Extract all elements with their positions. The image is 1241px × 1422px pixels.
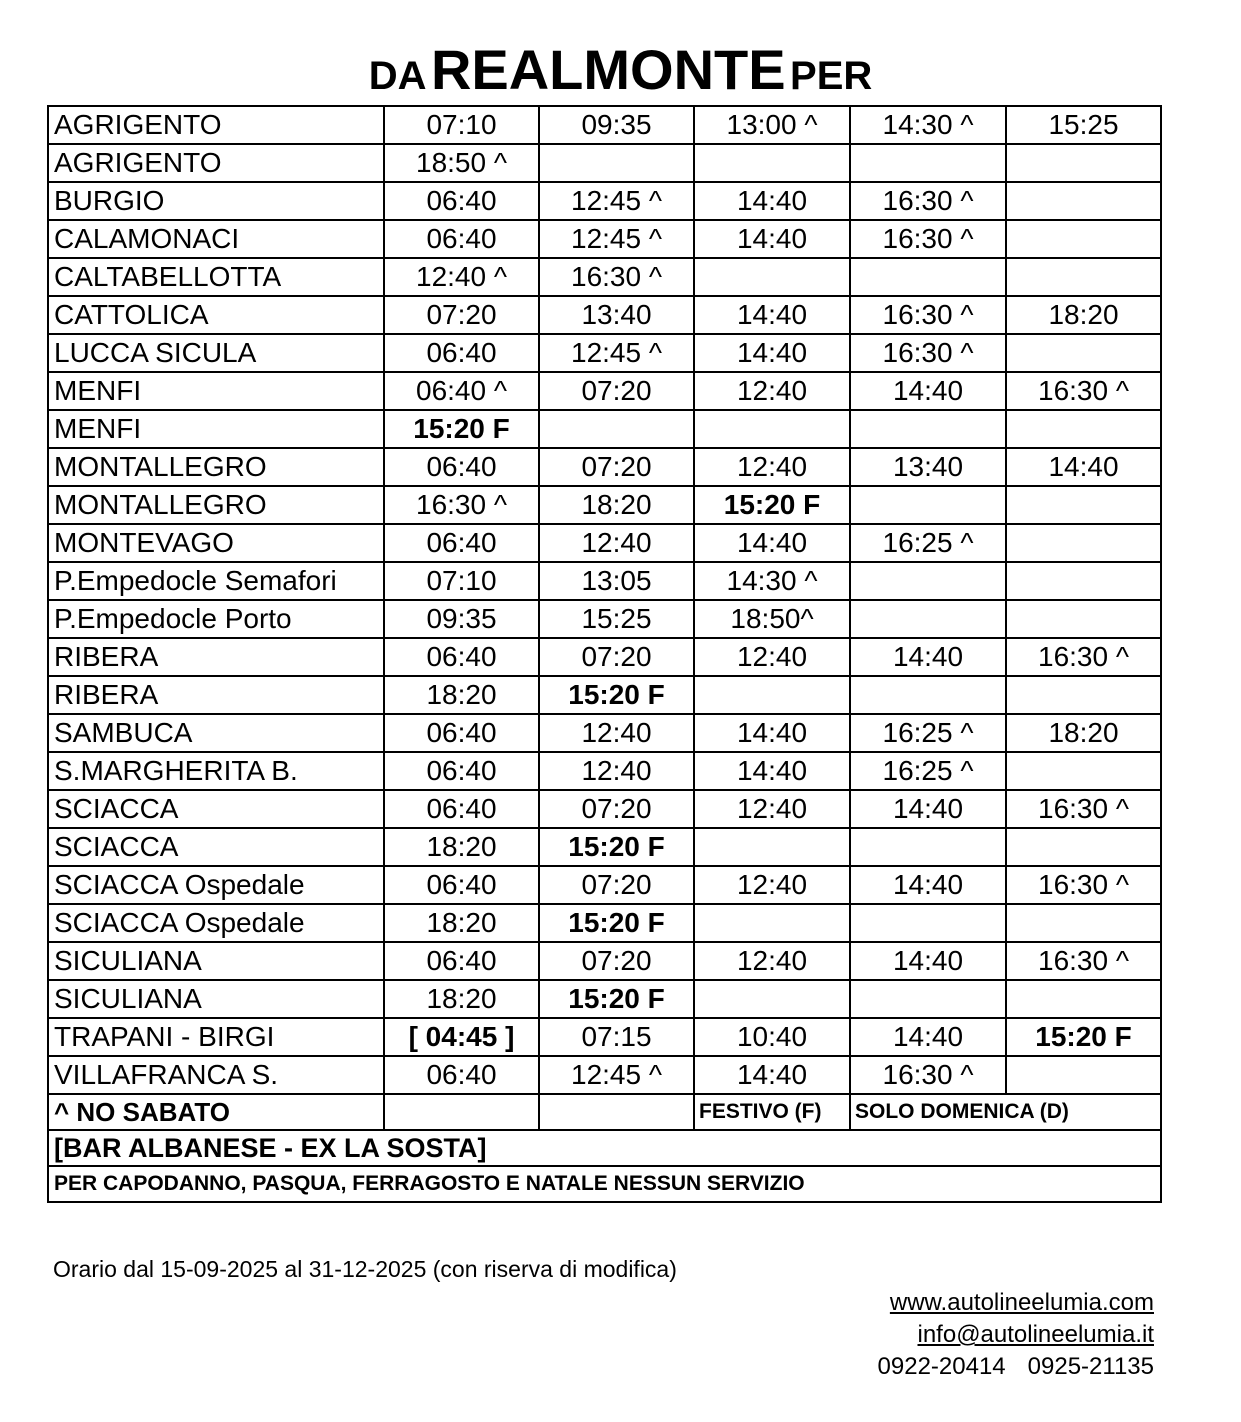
legend-row xyxy=(48,1094,1161,1130)
departure-time-cell: 18:20 xyxy=(539,486,694,524)
departure-time-cell xyxy=(1006,752,1161,790)
departure-time-cell: 14:40 xyxy=(694,182,850,220)
departure-time-cell: 13:40 xyxy=(539,296,694,334)
departure-time-cell: 18:20 xyxy=(384,904,539,942)
departure-time-cell: 14:40 xyxy=(850,790,1006,828)
departure-time-cell: 07:10 xyxy=(384,106,539,144)
departure-time-cell: 14:40 xyxy=(694,752,850,790)
empty-cell xyxy=(384,1094,539,1130)
departure-time-cell: 16:30 ^ xyxy=(850,296,1006,334)
destination-cell: SCIACCA Ospedale xyxy=(48,904,384,942)
departure-time-cell: 14:40 xyxy=(694,220,850,258)
departure-time-cell: 14:30 ^ xyxy=(850,106,1006,144)
departure-time-cell: 06:40 xyxy=(384,220,539,258)
departure-time-cell: 14:40 xyxy=(694,714,850,752)
departure-time-cell: 16:30 ^ xyxy=(1006,790,1161,828)
departure-time-cell: 12:40 ^ xyxy=(384,258,539,296)
departure-time-cell: 07:20 xyxy=(539,942,694,980)
destination-cell: MONTALLEGRO xyxy=(48,486,384,524)
departure-time-cell xyxy=(850,144,1006,182)
departure-time-cell xyxy=(1006,828,1161,866)
phone-numbers xyxy=(878,1351,1154,1383)
departure-time-cell: 18:20 xyxy=(384,676,539,714)
title-suffix: PER xyxy=(790,54,873,98)
holidays-row xyxy=(48,1166,1161,1202)
departure-time-cell: 12:45 ^ xyxy=(539,220,694,258)
timetable-row xyxy=(48,296,1161,334)
timetable-row xyxy=(48,714,1161,752)
destination-cell: VILLAFRANCA S. xyxy=(48,1056,384,1094)
departure-time-cell: 06:40 xyxy=(384,866,539,904)
departure-time-cell: 16:30 ^ xyxy=(850,1056,1006,1094)
departure-time-cell: 14:40 xyxy=(850,638,1006,676)
departure-time-cell xyxy=(1006,258,1161,296)
departure-time-cell: 16:30 ^ xyxy=(384,486,539,524)
destination-cell: RIBERA xyxy=(48,638,384,676)
destination-cell: S.MARGHERITA B. xyxy=(48,752,384,790)
departure-time-cell: 13:40 xyxy=(850,448,1006,486)
destination-cell: AGRIGENTO xyxy=(48,144,384,182)
departure-time-cell xyxy=(850,600,1006,638)
page-title xyxy=(0,40,1241,115)
departure-time-cell: 14:40 xyxy=(1006,448,1161,486)
destination-cell: SAMBUCA xyxy=(48,714,384,752)
departure-time-cell xyxy=(1006,904,1161,942)
timetable-row xyxy=(48,1018,1161,1056)
departure-time-cell: 07:15 xyxy=(539,1018,694,1056)
departure-time-cell: 07:10 xyxy=(384,562,539,600)
timetable-row xyxy=(48,334,1161,372)
festivo-legend: FESTIVO (F) xyxy=(694,1094,850,1130)
departure-time-cell: 14:40 xyxy=(694,524,850,562)
departure-time-cell xyxy=(1006,524,1161,562)
destination-cell: BURGIO xyxy=(48,182,384,220)
departure-time-cell: 15:20 F xyxy=(384,410,539,448)
title-town: REALMONTE xyxy=(430,38,786,101)
departure-time-cell xyxy=(850,676,1006,714)
destination-cell: SCIACCA xyxy=(48,790,384,828)
timetable-row xyxy=(48,448,1161,486)
departure-time-cell: 15:20 F xyxy=(539,828,694,866)
departure-time-cell: 14:40 xyxy=(850,372,1006,410)
timetable-row xyxy=(48,182,1161,220)
destination-cell: SCIACCA xyxy=(48,828,384,866)
departure-time-cell: 07:20 xyxy=(539,866,694,904)
departure-time-cell xyxy=(539,144,694,182)
departure-time-cell: 06:40 xyxy=(384,638,539,676)
departure-time-cell xyxy=(850,828,1006,866)
departure-time-cell: 06:40 xyxy=(384,942,539,980)
departure-time-cell: 07:20 xyxy=(539,448,694,486)
title-prefix: DA xyxy=(368,54,427,98)
holidays-note: PER CAPODANNO, PASQUA, FERRAGOSTO E NATALE NESSUN SERVIZIO xyxy=(48,1166,1161,1202)
departure-time-cell: 07:20 xyxy=(539,638,694,676)
departure-time-cell: 16:30 ^ xyxy=(1006,866,1161,904)
departure-time-cell: 14:40 xyxy=(694,334,850,372)
departure-time-cell xyxy=(1006,486,1161,524)
departure-time-cell: 06:40 xyxy=(384,448,539,486)
departure-time-cell: 12:40 xyxy=(539,524,694,562)
departure-time-cell: 15:25 xyxy=(1006,106,1161,144)
departure-time-cell xyxy=(694,144,850,182)
departure-time-cell: 12:40 xyxy=(694,638,850,676)
departure-time-cell: 10:40 xyxy=(694,1018,850,1056)
departure-time-cell: 16:30 ^ xyxy=(850,334,1006,372)
departure-time-cell xyxy=(1006,1056,1161,1094)
departure-time-cell: 16:25 ^ xyxy=(850,714,1006,752)
departure-time-cell xyxy=(1006,220,1161,258)
timetable-notes xyxy=(48,1094,1161,1202)
timetable-row xyxy=(48,676,1161,714)
departure-time-cell xyxy=(1006,144,1161,182)
departure-time-cell: [ 04:45 ] xyxy=(384,1018,539,1056)
departure-time-cell: 15:20 F xyxy=(694,486,850,524)
timetable-row xyxy=(48,866,1161,904)
departure-time-cell: 16:30 ^ xyxy=(1006,942,1161,980)
departure-time-cell: 18:50^ xyxy=(694,600,850,638)
departure-time-cell xyxy=(1006,980,1161,1018)
destination-cell: CATTOLICA xyxy=(48,296,384,334)
destination-cell: AGRIGENTO xyxy=(48,106,384,144)
departure-time-cell: 15:20 F xyxy=(539,904,694,942)
timetable-row xyxy=(48,1056,1161,1094)
departure-time-cell: 14:30 ^ xyxy=(694,562,850,600)
departure-time-cell: 12:40 xyxy=(694,866,850,904)
departure-time-cell: 06:40 xyxy=(384,1056,539,1094)
departure-time-cell: 07:20 xyxy=(539,790,694,828)
departure-time-cell: 06:40 xyxy=(384,524,539,562)
departure-time-cell: 18:20 xyxy=(1006,296,1161,334)
stop-row xyxy=(48,1130,1161,1166)
destination-cell: SICULIANA xyxy=(48,942,384,980)
departure-time-cell: 15:20 F xyxy=(1006,1018,1161,1056)
departure-time-cell: 14:40 xyxy=(850,942,1006,980)
destination-cell: CALTABELLOTTA xyxy=(48,258,384,296)
departure-time-cell: 06:40 xyxy=(384,752,539,790)
departure-time-cell: 06:40 xyxy=(384,182,539,220)
departure-time-cell: 16:30 ^ xyxy=(1006,372,1161,410)
timetable-row xyxy=(48,980,1161,1018)
departure-time-cell xyxy=(694,828,850,866)
departure-time-cell xyxy=(850,904,1006,942)
departure-time-cell: 06:40 xyxy=(384,334,539,372)
departure-time-cell xyxy=(694,980,850,1018)
departure-time-cell: 12:45 ^ xyxy=(539,334,694,372)
phone-number: 0925-21135 xyxy=(1027,1353,1154,1380)
destination-cell: LUCCA SICULA xyxy=(48,334,384,372)
destination-cell: P.Empedocle Porto xyxy=(48,600,384,638)
timetable xyxy=(47,105,1162,1203)
destination-cell: SICULIANA xyxy=(48,980,384,1018)
departure-time-cell xyxy=(850,980,1006,1018)
departure-time-cell: 12:40 xyxy=(539,752,694,790)
timetable-row xyxy=(48,790,1161,828)
departure-time-cell: 12:40 xyxy=(694,942,850,980)
destination-cell: SCIACCA Ospedale xyxy=(48,866,384,904)
timetable-row xyxy=(48,562,1161,600)
destination-cell: MENFI xyxy=(48,410,384,448)
departure-time-cell: 13:00 ^ xyxy=(694,106,850,144)
departure-time-cell: 16:30 ^ xyxy=(539,258,694,296)
departure-time-cell xyxy=(1006,676,1161,714)
timetable-row xyxy=(48,486,1161,524)
departure-time-cell: 06:40 xyxy=(384,714,539,752)
departure-stop-note: [BAR ALBANESE - EX LA SOSTA] xyxy=(48,1130,1161,1166)
timetable-row xyxy=(48,106,1161,144)
departure-time-cell: 09:35 xyxy=(539,106,694,144)
departure-time-cell: 12:45 ^ xyxy=(539,1056,694,1094)
timetable-row xyxy=(48,410,1161,448)
departure-time-cell: 14:40 xyxy=(850,1018,1006,1056)
departure-time-cell: 13:05 xyxy=(539,562,694,600)
departure-time-cell xyxy=(850,486,1006,524)
departure-time-cell xyxy=(694,904,850,942)
departure-time-cell: 16:30 ^ xyxy=(850,182,1006,220)
departure-time-cell xyxy=(1006,410,1161,448)
destination-cell: P.Empedocle Semafori xyxy=(48,562,384,600)
departure-time-cell xyxy=(1006,600,1161,638)
departure-time-cell xyxy=(1006,562,1161,600)
timetable-row xyxy=(48,638,1161,676)
destination-cell: MENFI xyxy=(48,372,384,410)
departure-time-cell: 09:35 xyxy=(384,600,539,638)
departure-time-cell: 18:20 xyxy=(384,980,539,1018)
timetable-body xyxy=(48,106,1161,1094)
departure-time-cell: 15:25 xyxy=(539,600,694,638)
departure-time-cell: 07:20 xyxy=(539,372,694,410)
timetable-row xyxy=(48,752,1161,790)
timetable-row xyxy=(48,600,1161,638)
timetable-row xyxy=(48,524,1161,562)
departure-time-cell: 12:40 xyxy=(694,790,850,828)
departure-time-cell xyxy=(539,410,694,448)
validity-note: Orario dal 15-09-2025 al 31-12-2025 (con riserva di modifica) xyxy=(53,1256,677,1282)
departure-time-cell xyxy=(1006,182,1161,220)
departure-time-cell: 06:40 xyxy=(384,790,539,828)
destination-cell: CALAMONACI xyxy=(48,220,384,258)
destination-cell: RIBERA xyxy=(48,676,384,714)
no-saturday-note: ^ NO SABATO xyxy=(48,1094,384,1130)
departure-time-cell: 12:40 xyxy=(694,448,850,486)
departure-time-cell: 12:40 xyxy=(694,372,850,410)
phone-number: 0922-20414 xyxy=(877,1353,1006,1380)
contacts xyxy=(878,1287,1154,1383)
departure-time-cell: 14:40 xyxy=(694,296,850,334)
departure-time-cell: 12:40 xyxy=(539,714,694,752)
departure-time-cell xyxy=(1006,334,1161,372)
departure-time-cell xyxy=(694,410,850,448)
email-link[interactable]: info@autolineelumia.it xyxy=(917,1321,1154,1348)
timetable-row xyxy=(48,372,1161,410)
departure-time-cell xyxy=(850,410,1006,448)
departure-time-cell: 16:30 ^ xyxy=(1006,638,1161,676)
empty-cell xyxy=(539,1094,694,1130)
departure-time-cell xyxy=(850,258,1006,296)
timetable-row xyxy=(48,220,1161,258)
departure-time-cell: 06:40 ^ xyxy=(384,372,539,410)
departure-time-cell: 18:20 xyxy=(384,828,539,866)
timetable-row xyxy=(48,828,1161,866)
departure-time-cell: 14:40 xyxy=(850,866,1006,904)
departure-time-cell: 07:20 xyxy=(384,296,539,334)
departure-time-cell: 15:20 F xyxy=(539,676,694,714)
destination-cell: TRAPANI - BIRGI xyxy=(48,1018,384,1056)
website-link[interactable]: www.autolineelumia.com xyxy=(889,1289,1154,1316)
departure-time-cell: 16:25 ^ xyxy=(850,752,1006,790)
departure-time-cell: 18:50 ^ xyxy=(384,144,539,182)
solo-domenica-legend: SOLO DOMENICA (D) xyxy=(850,1094,1161,1130)
destination-cell: MONTALLEGRO xyxy=(48,448,384,486)
departure-time-cell: 15:20 F xyxy=(539,980,694,1018)
destination-cell: MONTEVAGO xyxy=(48,524,384,562)
timetable-row xyxy=(48,258,1161,296)
departure-time-cell: 18:20 xyxy=(1006,714,1161,752)
departure-time-cell xyxy=(694,258,850,296)
departure-time-cell: 14:40 xyxy=(694,1056,850,1094)
departure-time-cell xyxy=(850,562,1006,600)
timetable-row xyxy=(48,942,1161,980)
departure-time-cell xyxy=(694,676,850,714)
departure-time-cell: 16:30 ^ xyxy=(850,220,1006,258)
timetable-row xyxy=(48,144,1161,182)
departure-time-cell: 12:45 ^ xyxy=(539,182,694,220)
timetable-row xyxy=(48,904,1161,942)
departure-time-cell: 16:25 ^ xyxy=(850,524,1006,562)
